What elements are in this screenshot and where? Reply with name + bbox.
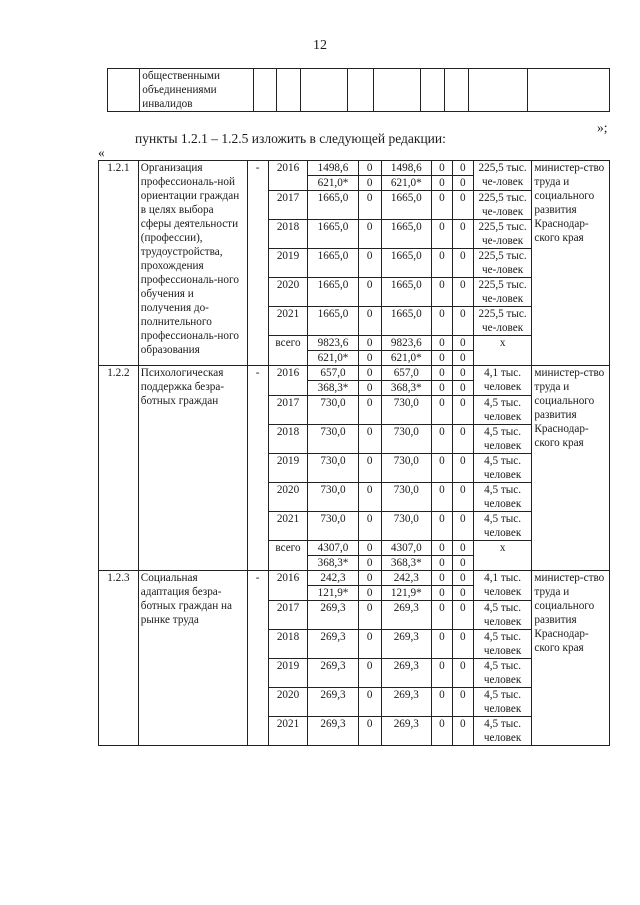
extra-cell: 0 (452, 249, 473, 278)
section-number: 1.2.3 (99, 571, 139, 746)
local-cell: 0 (431, 176, 452, 191)
extra-cell: 0 (452, 586, 473, 601)
top-table-fragment (107, 68, 610, 112)
local-cell: 0 (431, 601, 452, 630)
result-cell: 4,5 тыс. человек (473, 512, 532, 541)
regional-cell: 269,3 (381, 601, 431, 630)
year-cell: всего (268, 336, 308, 366)
result-cell: 225,5 тыс. че-ловек (473, 161, 532, 191)
result-cell: x (473, 541, 532, 571)
total-cell: 4307,0 (308, 541, 358, 556)
federal-cell: 0 (358, 630, 381, 659)
extra-cell: 0 (452, 307, 473, 336)
extra-cell: 0 (452, 366, 473, 381)
regional-cell: 657,0 (381, 366, 431, 381)
federal-cell: 0 (358, 351, 381, 366)
federal-cell: 0 (358, 541, 381, 556)
year-cell: 2020 (268, 483, 308, 512)
extra-cell: 0 (452, 396, 473, 425)
extra-cell: 0 (452, 556, 473, 571)
result-cell: 4,5 тыс. человек (473, 454, 532, 483)
extra-cell: 0 (452, 220, 473, 249)
year-cell: 2016 (268, 571, 308, 601)
section-number: 1.2.1 (99, 161, 139, 366)
regional-cell: 269,3 (381, 659, 431, 688)
result-cell: 4,5 тыс. человек (473, 483, 532, 512)
total-cell: 730,0 (308, 512, 358, 541)
regional-cell: 368,3* (381, 381, 431, 396)
regional-cell: 1665,0 (381, 307, 431, 336)
regional-cell: 4307,0 (381, 541, 431, 556)
extra-cell: 0 (452, 601, 473, 630)
total-cell: 621,0* (308, 351, 358, 366)
year-cell: 2018 (268, 220, 308, 249)
year-cell: 2018 (268, 425, 308, 454)
section-dash: - (247, 366, 268, 571)
year-cell: 2016 (268, 366, 308, 396)
federal-cell: 0 (358, 278, 381, 307)
federal-cell: 0 (358, 366, 381, 381)
year-cell: 2021 (268, 307, 308, 336)
regional-cell: 269,3 (381, 688, 431, 717)
result-cell: 4,5 тыс. человек (473, 717, 532, 746)
regional-cell: 368,3* (381, 556, 431, 571)
extra-cell: 0 (452, 176, 473, 191)
local-cell: 0 (431, 630, 452, 659)
intro-text: пункты 1.2.1 – 1.2.5 изложить в следующей редакции: (135, 131, 446, 146)
result-cell: 225,5 тыс. че-ловек (473, 220, 532, 249)
federal-cell: 0 (358, 483, 381, 512)
extra-cell: 0 (452, 454, 473, 483)
year-cell: 2019 (268, 454, 308, 483)
result-cell: 4,5 тыс. человек (473, 688, 532, 717)
local-cell: 0 (431, 571, 452, 586)
extra-cell: 0 (452, 483, 473, 512)
federal-cell: 0 (358, 717, 381, 746)
regional-cell: 1498,6 (381, 161, 431, 176)
year-cell: 2020 (268, 688, 308, 717)
local-cell: 0 (431, 191, 452, 220)
total-cell: 621,0* (308, 176, 358, 191)
federal-cell: 0 (358, 381, 381, 396)
year-cell: 2021 (268, 512, 308, 541)
extra-cell: 0 (452, 191, 473, 220)
executor-cell: министер-ство труда и социального развития Краснодар-ского края (532, 571, 610, 746)
total-cell: 1665,0 (308, 278, 358, 307)
table-row (99, 366, 610, 381)
total-cell: 269,3 (308, 659, 358, 688)
extra-cell: 0 (452, 336, 473, 351)
regional-cell: 242,3 (381, 571, 431, 586)
program-table (98, 160, 610, 746)
section-name: Социальная адаптация безра-ботных граждан на рынке труда (138, 571, 247, 746)
total-cell: 730,0 (308, 454, 358, 483)
local-cell: 0 (431, 249, 452, 278)
local-cell: 0 (431, 512, 452, 541)
federal-cell: 0 (358, 571, 381, 586)
local-cell: 0 (431, 425, 452, 454)
regional-cell: 621,0* (381, 176, 431, 191)
local-cell: 0 (431, 688, 452, 717)
local-cell: 0 (431, 396, 452, 425)
local-cell: 0 (431, 278, 452, 307)
regional-cell: 730,0 (381, 425, 431, 454)
federal-cell: 0 (358, 659, 381, 688)
local-cell: 0 (431, 717, 452, 746)
federal-cell: 0 (358, 586, 381, 601)
regional-cell: 269,3 (381, 630, 431, 659)
total-cell: 657,0 (308, 366, 358, 381)
regional-cell: 1665,0 (381, 191, 431, 220)
extra-cell: 0 (452, 425, 473, 454)
local-cell: 0 (431, 161, 452, 176)
federal-cell: 0 (358, 249, 381, 278)
result-cell: 225,5 тыс. че-ловек (473, 191, 532, 220)
result-cell: 225,5 тыс. че-ловек (473, 278, 532, 307)
regional-cell: 730,0 (381, 512, 431, 541)
federal-cell: 0 (358, 176, 381, 191)
result-cell: 225,5 тыс. че-ловек (473, 307, 532, 336)
year-cell: 2018 (268, 630, 308, 659)
page-number: 12 (313, 38, 327, 53)
section-name: Психологическая поддержка безра-ботных граждан (138, 366, 247, 571)
open-quote: « (98, 145, 105, 160)
result-cell: 4,5 тыс. человек (473, 396, 532, 425)
local-cell: 0 (431, 541, 452, 556)
extra-cell: 0 (452, 717, 473, 746)
federal-cell: 0 (358, 307, 381, 336)
extra-cell: 0 (452, 571, 473, 586)
total-cell: 368,3* (308, 556, 358, 571)
result-cell: 4,5 тыс. человек (473, 630, 532, 659)
year-cell: 2021 (268, 717, 308, 746)
federal-cell: 0 (358, 161, 381, 176)
extra-cell: 0 (452, 161, 473, 176)
section-dash: - (247, 571, 268, 746)
year-cell: 2017 (268, 191, 308, 220)
total-cell: 1665,0 (308, 307, 358, 336)
federal-cell: 0 (358, 191, 381, 220)
local-cell: 0 (431, 659, 452, 688)
federal-cell: 0 (358, 396, 381, 425)
federal-cell: 0 (358, 601, 381, 630)
section-name: Организация профессиональ-ной ориентации граждан в целях выбора сферы деятельности (профессии), трудоустройства, прохождения профессиональ-ного обучения и получения до-полнительного профессиональ-ного образования (138, 161, 247, 366)
local-cell: 0 (431, 351, 452, 366)
federal-cell: 0 (358, 425, 381, 454)
extra-cell: 0 (452, 541, 473, 556)
local-cell: 0 (431, 220, 452, 249)
total-cell: 9823,6 (308, 336, 358, 351)
total-cell: 730,0 (308, 396, 358, 425)
table-row (99, 161, 610, 176)
local-cell: 0 (431, 307, 452, 336)
total-cell: 1665,0 (308, 191, 358, 220)
extra-cell: 0 (452, 351, 473, 366)
total-cell: 1665,0 (308, 220, 358, 249)
regional-cell: 1665,0 (381, 278, 431, 307)
regional-cell: 121,9* (381, 586, 431, 601)
executor-cell: министер-ство труда и социального развития Краснодар-ского края (532, 366, 610, 571)
local-cell: 0 (431, 366, 452, 381)
local-cell: 0 (431, 336, 452, 351)
year-cell: 2017 (268, 601, 308, 630)
table-row (99, 571, 610, 586)
regional-cell: 730,0 (381, 454, 431, 483)
executor-cell: министер-ство труда и социального развития Краснодар-ского края (532, 161, 610, 366)
local-cell: 0 (431, 454, 452, 483)
year-cell: всего (268, 541, 308, 571)
result-cell: 4,5 тыс. человек (473, 601, 532, 630)
regional-cell: 730,0 (381, 396, 431, 425)
regional-cell: 1665,0 (381, 220, 431, 249)
fragment-label: общественными объединениями инвалидов (140, 69, 253, 112)
federal-cell: 0 (358, 454, 381, 483)
extra-cell: 0 (452, 688, 473, 717)
local-cell: 0 (431, 586, 452, 601)
extra-cell: 0 (452, 381, 473, 396)
year-cell: 2017 (268, 396, 308, 425)
year-cell: 2019 (268, 659, 308, 688)
result-cell: 225,5 тыс. че-ловек (473, 249, 532, 278)
result-cell: 4,5 тыс. человек (473, 659, 532, 688)
regional-cell: 269,3 (381, 717, 431, 746)
federal-cell: 0 (358, 512, 381, 541)
total-cell: 242,3 (308, 571, 358, 586)
regional-cell: 621,0* (381, 351, 431, 366)
total-cell: 1498,6 (308, 161, 358, 176)
extra-cell: 0 (452, 630, 473, 659)
federal-cell: 0 (358, 556, 381, 571)
regional-cell: 730,0 (381, 483, 431, 512)
result-cell: 4,5 тыс. человек (473, 425, 532, 454)
table-row (108, 69, 610, 112)
total-cell: 269,3 (308, 630, 358, 659)
year-cell: 2016 (268, 161, 308, 191)
local-cell: 0 (431, 483, 452, 512)
result-cell: 4,1 тыс. человек (473, 571, 532, 601)
total-cell: 121,9* (308, 586, 358, 601)
federal-cell: 0 (358, 220, 381, 249)
federal-cell: 0 (358, 336, 381, 351)
total-cell: 269,3 (308, 688, 358, 717)
total-cell: 730,0 (308, 425, 358, 454)
total-cell: 730,0 (308, 483, 358, 512)
regional-cell: 1665,0 (381, 249, 431, 278)
year-cell: 2020 (268, 278, 308, 307)
total-cell: 1665,0 (308, 249, 358, 278)
local-cell: 0 (431, 556, 452, 571)
total-cell: 368,3* (308, 381, 358, 396)
year-cell: 2019 (268, 249, 308, 278)
extra-cell: 0 (452, 512, 473, 541)
extra-cell: 0 (452, 659, 473, 688)
section-number: 1.2.2 (99, 366, 139, 571)
federal-cell: 0 (358, 688, 381, 717)
local-cell: 0 (431, 381, 452, 396)
result-cell: 4,1 тыс. человек (473, 366, 532, 396)
total-cell: 269,3 (308, 601, 358, 630)
closing-mark: »; (597, 120, 608, 135)
total-cell: 269,3 (308, 717, 358, 746)
section-dash: - (247, 161, 268, 366)
extra-cell: 0 (452, 278, 473, 307)
regional-cell: 9823,6 (381, 336, 431, 351)
result-cell: x (473, 336, 532, 366)
